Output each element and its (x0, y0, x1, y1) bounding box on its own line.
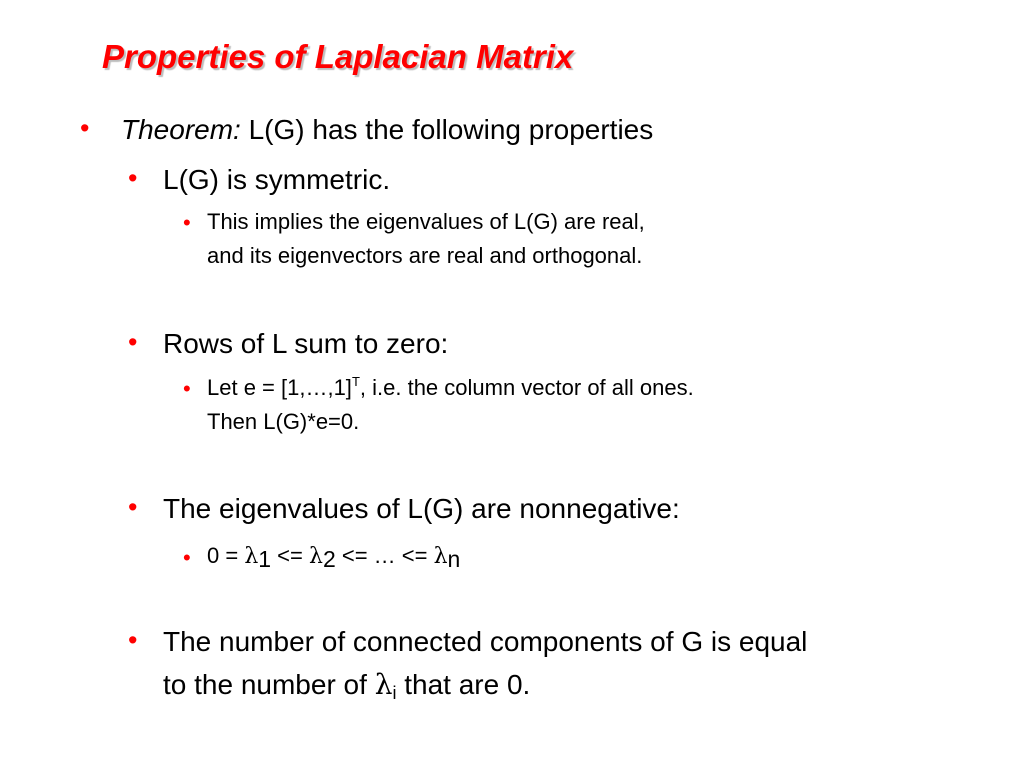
transpose-superscript: T (351, 374, 360, 389)
theorem-label: Theorem: (121, 114, 241, 145)
theorem-line (121, 112, 653, 148)
ordering-le-2: <= … <= (335, 543, 434, 568)
rows-sum-detail-line1 (207, 371, 694, 408)
lambda-subscript-1: 1 (258, 546, 272, 572)
symmetric-heading: L(G) is symmetric. (163, 164, 391, 195)
symmetric-detail-line1: This implies the eigenvalues of L(G) are real, (207, 209, 645, 234)
lambda-subscript-n: n (447, 546, 461, 572)
theorem-text: L(G) has the following properties (240, 114, 654, 145)
bullet-marker: • (128, 327, 138, 357)
components-heading-line1: The number of connected components of G is equal (163, 626, 808, 657)
ordering-le-1: <= (271, 543, 309, 568)
ones-vector-definition: Let e = [1,…,1] (207, 375, 352, 400)
lambda-symbol: λ (433, 544, 448, 569)
components-text-b: that are 0. (396, 669, 531, 700)
lambda-subscript-2: 2 (322, 546, 336, 572)
bullet-marker: • (128, 163, 138, 193)
symmetric-detail-line2: and its eigenvectors are real and orthogonal. (207, 243, 643, 268)
lambda-symbol: λ (244, 544, 259, 569)
lambda-subscript-i: i (392, 683, 397, 703)
ordering-prefix: 0 = (207, 543, 245, 568)
rows-sum-detail-line2: Then L(G)*e=0. (207, 409, 360, 434)
components-heading-line2 (163, 667, 530, 706)
bullet-marker: • (183, 210, 191, 235)
bullet-marker: • (128, 625, 138, 655)
bullet-marker: • (128, 492, 138, 522)
slide-title: Properties of Laplacian Matrix (102, 38, 574, 75)
lambda-symbol: λ (308, 544, 323, 569)
bullet-marker: • (183, 376, 191, 401)
ones-vector-explanation: , i.e. the column vector of all ones. (359, 375, 694, 400)
bullet-marker: • (183, 545, 191, 570)
bullet-marker: • (80, 113, 90, 143)
eigenvalue-ordering (207, 538, 460, 574)
rows-sum-heading: Rows of L sum to zero: (163, 328, 449, 359)
lambda-symbol: λ (374, 668, 393, 701)
nonnegative-heading: The eigenvalues of L(G) are nonnegative: (163, 493, 680, 524)
components-text-a: to the number of (163, 669, 375, 700)
